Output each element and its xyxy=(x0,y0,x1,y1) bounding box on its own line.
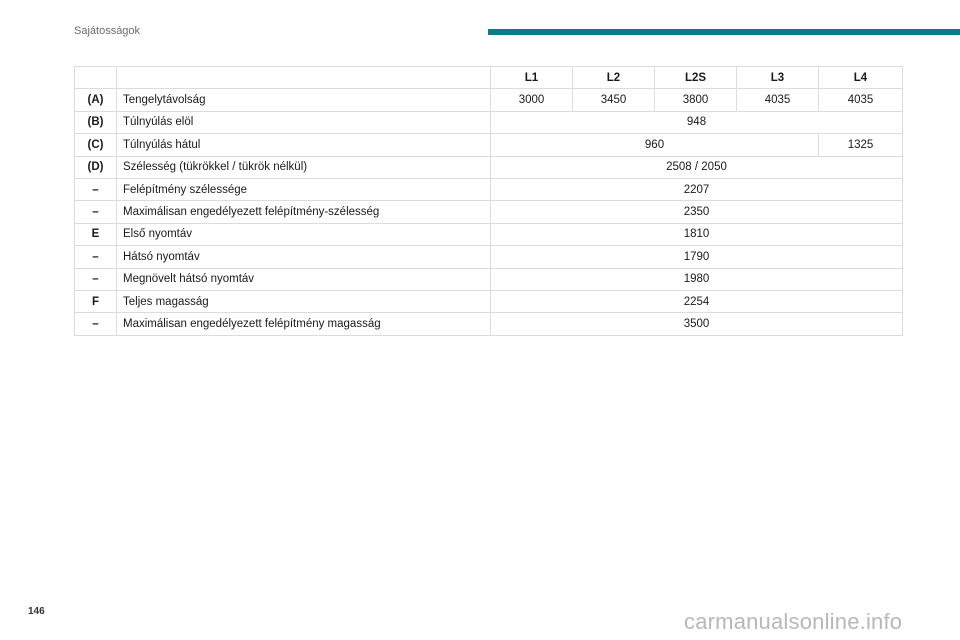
row-label: Maximálisan engedélyezett felépítmény-szélesség xyxy=(117,201,491,223)
header-cell-empty xyxy=(75,67,117,89)
table-row xyxy=(75,268,903,290)
watermark: carmanualsonline.info xyxy=(684,609,903,634)
row-label: Megnövelt hátsó nyomtáv xyxy=(117,268,491,290)
row-label: Felépítmény szélessége xyxy=(117,178,491,200)
row-code: – xyxy=(75,201,117,223)
row-code: – xyxy=(75,246,117,268)
table-row xyxy=(75,89,903,111)
row-code: (B) xyxy=(75,111,117,133)
row-value: 2207 xyxy=(491,178,903,200)
row-value: 1810 xyxy=(491,223,903,245)
table-row xyxy=(75,223,903,245)
row-label: Túlnyúlás hátul xyxy=(117,134,491,156)
row-value: 1325 xyxy=(819,134,903,156)
row-label: Maximálisan engedélyezett felépítmény magasság xyxy=(117,313,491,335)
row-code: F xyxy=(75,290,117,312)
section-title: Sajátosságok xyxy=(74,25,141,37)
table-row xyxy=(75,290,903,312)
row-value: 2350 xyxy=(491,201,903,223)
table-header-row xyxy=(75,67,903,89)
row-value: 948 xyxy=(491,111,903,133)
row-code: – xyxy=(75,313,117,335)
row-label: Teljes magasság xyxy=(117,290,491,312)
row-code: – xyxy=(75,178,117,200)
table-row xyxy=(75,246,903,268)
row-value: 1980 xyxy=(491,268,903,290)
row-value: 4035 xyxy=(737,89,819,111)
page-number: 146 xyxy=(28,606,45,617)
row-value: 3000 xyxy=(491,89,573,111)
column-header-l2: L2 xyxy=(573,67,655,89)
header-cell-empty xyxy=(117,67,491,89)
row-code: (D) xyxy=(75,156,117,178)
dimensions-table xyxy=(74,66,903,336)
row-code: E xyxy=(75,223,117,245)
column-header-l1: L1 xyxy=(491,67,573,89)
row-value: 4035 xyxy=(819,89,903,111)
row-value: 3500 xyxy=(491,313,903,335)
row-value: 2254 xyxy=(491,290,903,312)
column-header-l4: L4 xyxy=(819,67,903,89)
row-label: Túlnyúlás elöl xyxy=(117,111,491,133)
row-label: Tengelytávolság xyxy=(117,89,491,111)
row-value: 3800 xyxy=(655,89,737,111)
row-code: (C) xyxy=(75,134,117,156)
row-value: 1790 xyxy=(491,246,903,268)
row-label: Hátsó nyomtáv xyxy=(117,246,491,268)
table-row xyxy=(75,111,903,133)
row-label: Szélesség (tükrökkel / tükrök nélkül) xyxy=(117,156,491,178)
table-row xyxy=(75,313,903,335)
row-value: 960 xyxy=(491,134,819,156)
column-header-l2s: L2S xyxy=(655,67,737,89)
table-row xyxy=(75,201,903,223)
table-row xyxy=(75,156,903,178)
row-code: (A) xyxy=(75,89,117,111)
row-code: – xyxy=(75,268,117,290)
table-row xyxy=(75,178,903,200)
header-accent-bar xyxy=(488,29,960,35)
table-row xyxy=(75,134,903,156)
row-label: Első nyomtáv xyxy=(117,223,491,245)
column-header-l3: L3 xyxy=(737,67,819,89)
row-value: 2508 / 2050 xyxy=(491,156,903,178)
row-value: 3450 xyxy=(573,89,655,111)
